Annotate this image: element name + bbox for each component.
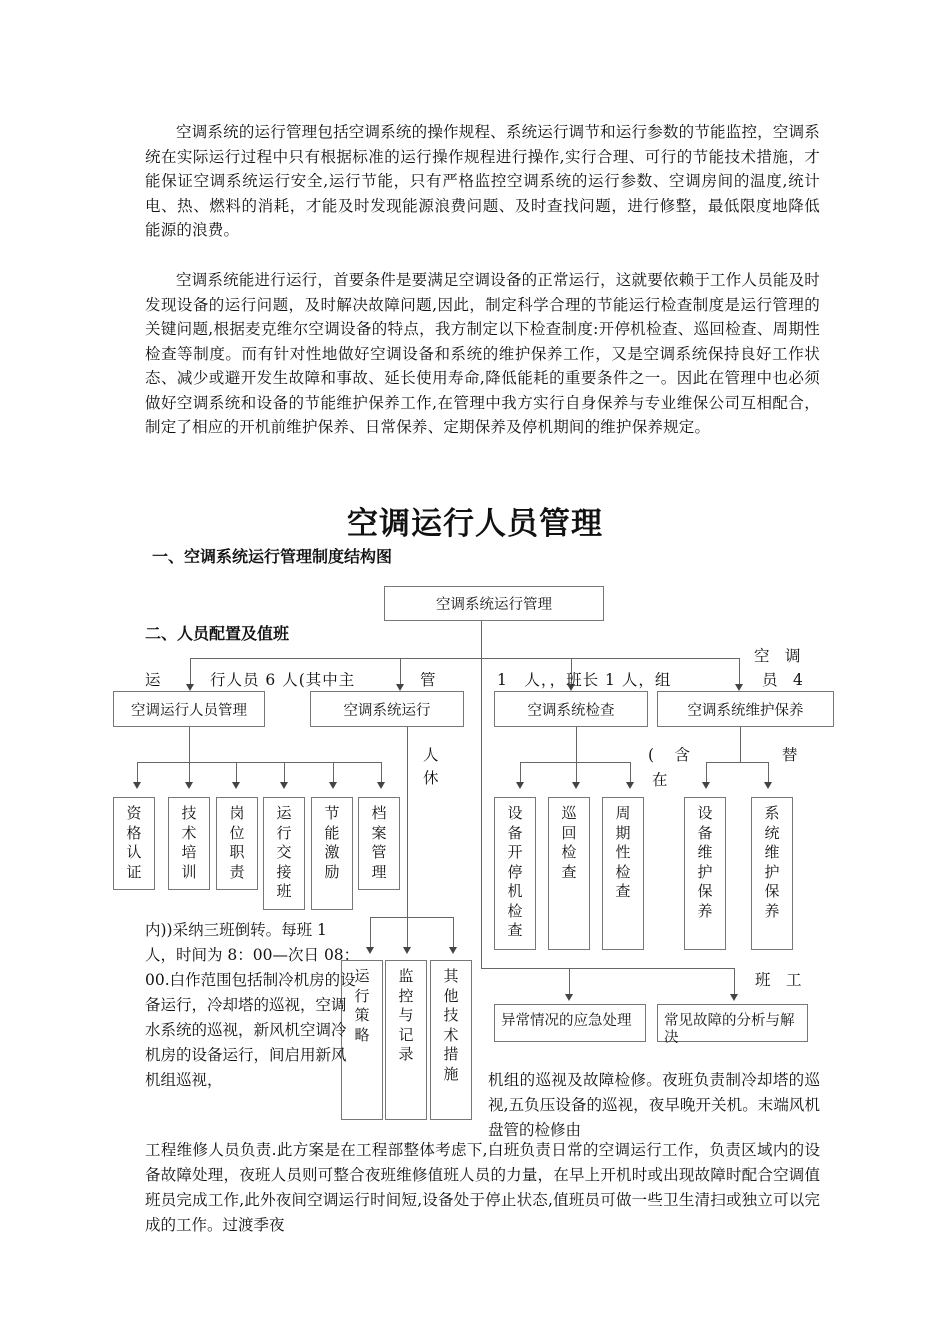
org-leaf-box [385, 960, 427, 1120]
intro-paragraph-2: 空调系统能进行运行，首要条件是要满足空调设备的正常运行，这就要依赖于工作人员能及时发现设备的运行问题，及时解决故障问题,因此，制定科学合理的节能运行检查制度是运行管理的关键问题,根据麦克维尔空调设备的特点，我方制定以下检查制度:开停机检查、巡回检查、周期性检查等制度。而有针对性地做好空调设备和系统的维护保养工作，又是空调系统保持良好工作状态、减少或避开发生故障和事故、延长使用寿命,降低能耗的重要条件之一。因此在管理中也必须做好空调系统和设备的节能维护保养工作,在管理中我方实行自身保养与专业维保公司互相配合，制定了相应的开机前维护保养、日常保养、定期保养及停机期间的维护保养规定。 [145, 271, 820, 436]
overflow-text: ( 含 [648, 746, 690, 764]
leaf-label: 技术培训 [181, 804, 197, 881]
arrow [565, 994, 573, 1001]
leaf-label: 其他技术措施 [443, 967, 459, 1083]
org-leaf-box [684, 797, 726, 950]
connector [189, 727, 190, 762]
arrow [133, 782, 141, 789]
overflow-text: 管 [420, 671, 436, 689]
org-leaf-box [216, 797, 258, 890]
connector [520, 762, 521, 782]
overflow-text: 人 [423, 746, 439, 764]
leaf-label: 运行交接班 [276, 804, 292, 900]
org-leaf-box [751, 797, 793, 950]
overflow-text: 1 人，，班长 1 人，组 [497, 671, 672, 689]
connector [630, 762, 631, 782]
overflow-text: 运 [145, 671, 161, 689]
org-leaf-box [311, 797, 353, 910]
leaf-label: 岗位职责 [229, 804, 245, 881]
connector [370, 917, 454, 918]
right-column-text: 机组的巡视及故障检修。夜班负责制冷却塔的巡视,五负压设备的巡视，夜早晚开关机。末端风机盘管的检修由 [488, 1071, 820, 1139]
arrow [702, 782, 710, 789]
connector [284, 762, 285, 782]
org-box-personnel: 空调运行人员管理 [113, 691, 265, 727]
org-leaf-box [548, 797, 590, 950]
arrow [735, 684, 743, 691]
org-leaf-box [602, 797, 644, 950]
org-leaf-box [263, 797, 305, 910]
connector [407, 917, 408, 947]
connector [481, 968, 735, 969]
org-leaf-box [113, 797, 155, 890]
leaf-label: 监控与记录 [398, 967, 414, 1063]
connector [189, 762, 190, 782]
left-column-text: 内))采纳三班倒转。每班 1 人，时间为 8：00—次日 08：00.白作范围包括制冷机房的设备运行，冷却塔的巡视，空调水系统的巡视，新风机空调冷机房的设备运行，间启用新风机组巡视， [145, 921, 360, 1089]
arrow [730, 994, 738, 1001]
org-leaf-box [430, 960, 472, 1120]
leaf-label: 设备维护保养 [697, 804, 713, 920]
arrow [572, 782, 580, 789]
connector [481, 620, 482, 968]
arrow [516, 782, 524, 789]
arrow [366, 947, 374, 954]
leaf-label: 运行策略 [354, 967, 370, 1044]
connector [190, 658, 740, 659]
arrow [280, 782, 288, 789]
section-heading-1: 一、空调系统运行管理制度结构图 [152, 547, 393, 566]
connector [370, 917, 371, 947]
connector [137, 762, 138, 782]
org-box-emergency: 异常情况的应急处理 [494, 1004, 646, 1042]
org-box-fault-analysis: 常见故障的分析与解决 [657, 1004, 808, 1042]
overflow-text: 行人员 6 人(其中主 [210, 671, 356, 689]
arrow [403, 947, 411, 954]
connector [453, 917, 454, 947]
arrow [186, 684, 194, 691]
leaf-label: 节能激励 [324, 804, 340, 881]
org-leaf-box [494, 797, 536, 950]
connector [381, 762, 382, 782]
leaf-label: 周期性检查 [615, 804, 631, 900]
overflow-text: 员 4 [762, 671, 803, 689]
leaf-label: 巡回检查 [561, 804, 577, 881]
arrow [764, 782, 772, 789]
leaf-label: 系统维护保养 [764, 804, 780, 920]
connector [706, 762, 707, 782]
intro-paragraph-1: 空调系统的运行管理包括空调系统的操作规程、系统运行调节和运行参数的节能监控，空调系统在实际运行过程中只有根据标准的运行操作规程进行操作,实行合理、可行的节能技术措施，才能保证空调系统运行安全,运行节能，只有严格监控空调系统的运行参数、空调房间的温度,统计电、热、燃料的消耗，才能及时发现能源浪费问题、及时查找问题，进行修整，最低限度地降低能源的浪费。 [145, 123, 820, 239]
arrow [377, 782, 385, 789]
leaf-label: 资格认证 [126, 804, 142, 881]
page-title: 空调运行人员管理 [347, 506, 603, 542]
connector [137, 762, 382, 763]
connector [407, 727, 408, 917]
leaf-label: 设备开停机检查 [507, 804, 523, 939]
arrow [232, 782, 240, 789]
arrow [329, 782, 337, 789]
connector [569, 968, 570, 994]
connector [706, 762, 769, 763]
bottom-paragraph: 工程维修人员负责.此方案是在工程部整体考虑下,白班负责日常的空调运行工作，负责区域内的设备故障处理，夜班人员则可整合夜班维修值班人员的力量，在早上开机时或出现故障时配合空调值班员完成工作,此外夜间空调运行时间短,设备处于停止状态,值班员可做一些卫生清扫或独立可以完成的工作。过渡季夜 [145, 1141, 820, 1234]
connector [333, 762, 334, 782]
section-heading-2: 二、人员配置及值班 [145, 624, 290, 643]
overflow-text: 空 调 [754, 647, 801, 665]
connector [236, 762, 237, 782]
overflow-text: 休 [423, 769, 439, 787]
arrow [185, 782, 193, 789]
overflow-text: 替 [782, 746, 798, 764]
connector [190, 658, 191, 684]
overflow-text: 在 [652, 771, 668, 789]
leaf-label: 档案管理 [371, 804, 387, 881]
arrow [396, 684, 404, 691]
org-leaf-box [168, 797, 210, 890]
org-leaf-box [358, 797, 400, 890]
connector [740, 727, 741, 762]
org-box-inspection: 空调系统检查 [494, 691, 648, 727]
connector [576, 727, 577, 762]
arrow [626, 782, 634, 789]
connector [576, 762, 577, 782]
org-root-box: 空调系统运行管理 [384, 586, 604, 621]
arrow [449, 947, 457, 954]
org-box-operation: 空调系统运行 [310, 691, 464, 727]
connector [768, 762, 769, 782]
overflow-text: 班 工 [755, 971, 802, 989]
connector [400, 658, 401, 684]
connector [734, 968, 735, 994]
org-box-maintenance: 空调系统维护保养 [657, 691, 834, 727]
connector [739, 658, 740, 684]
